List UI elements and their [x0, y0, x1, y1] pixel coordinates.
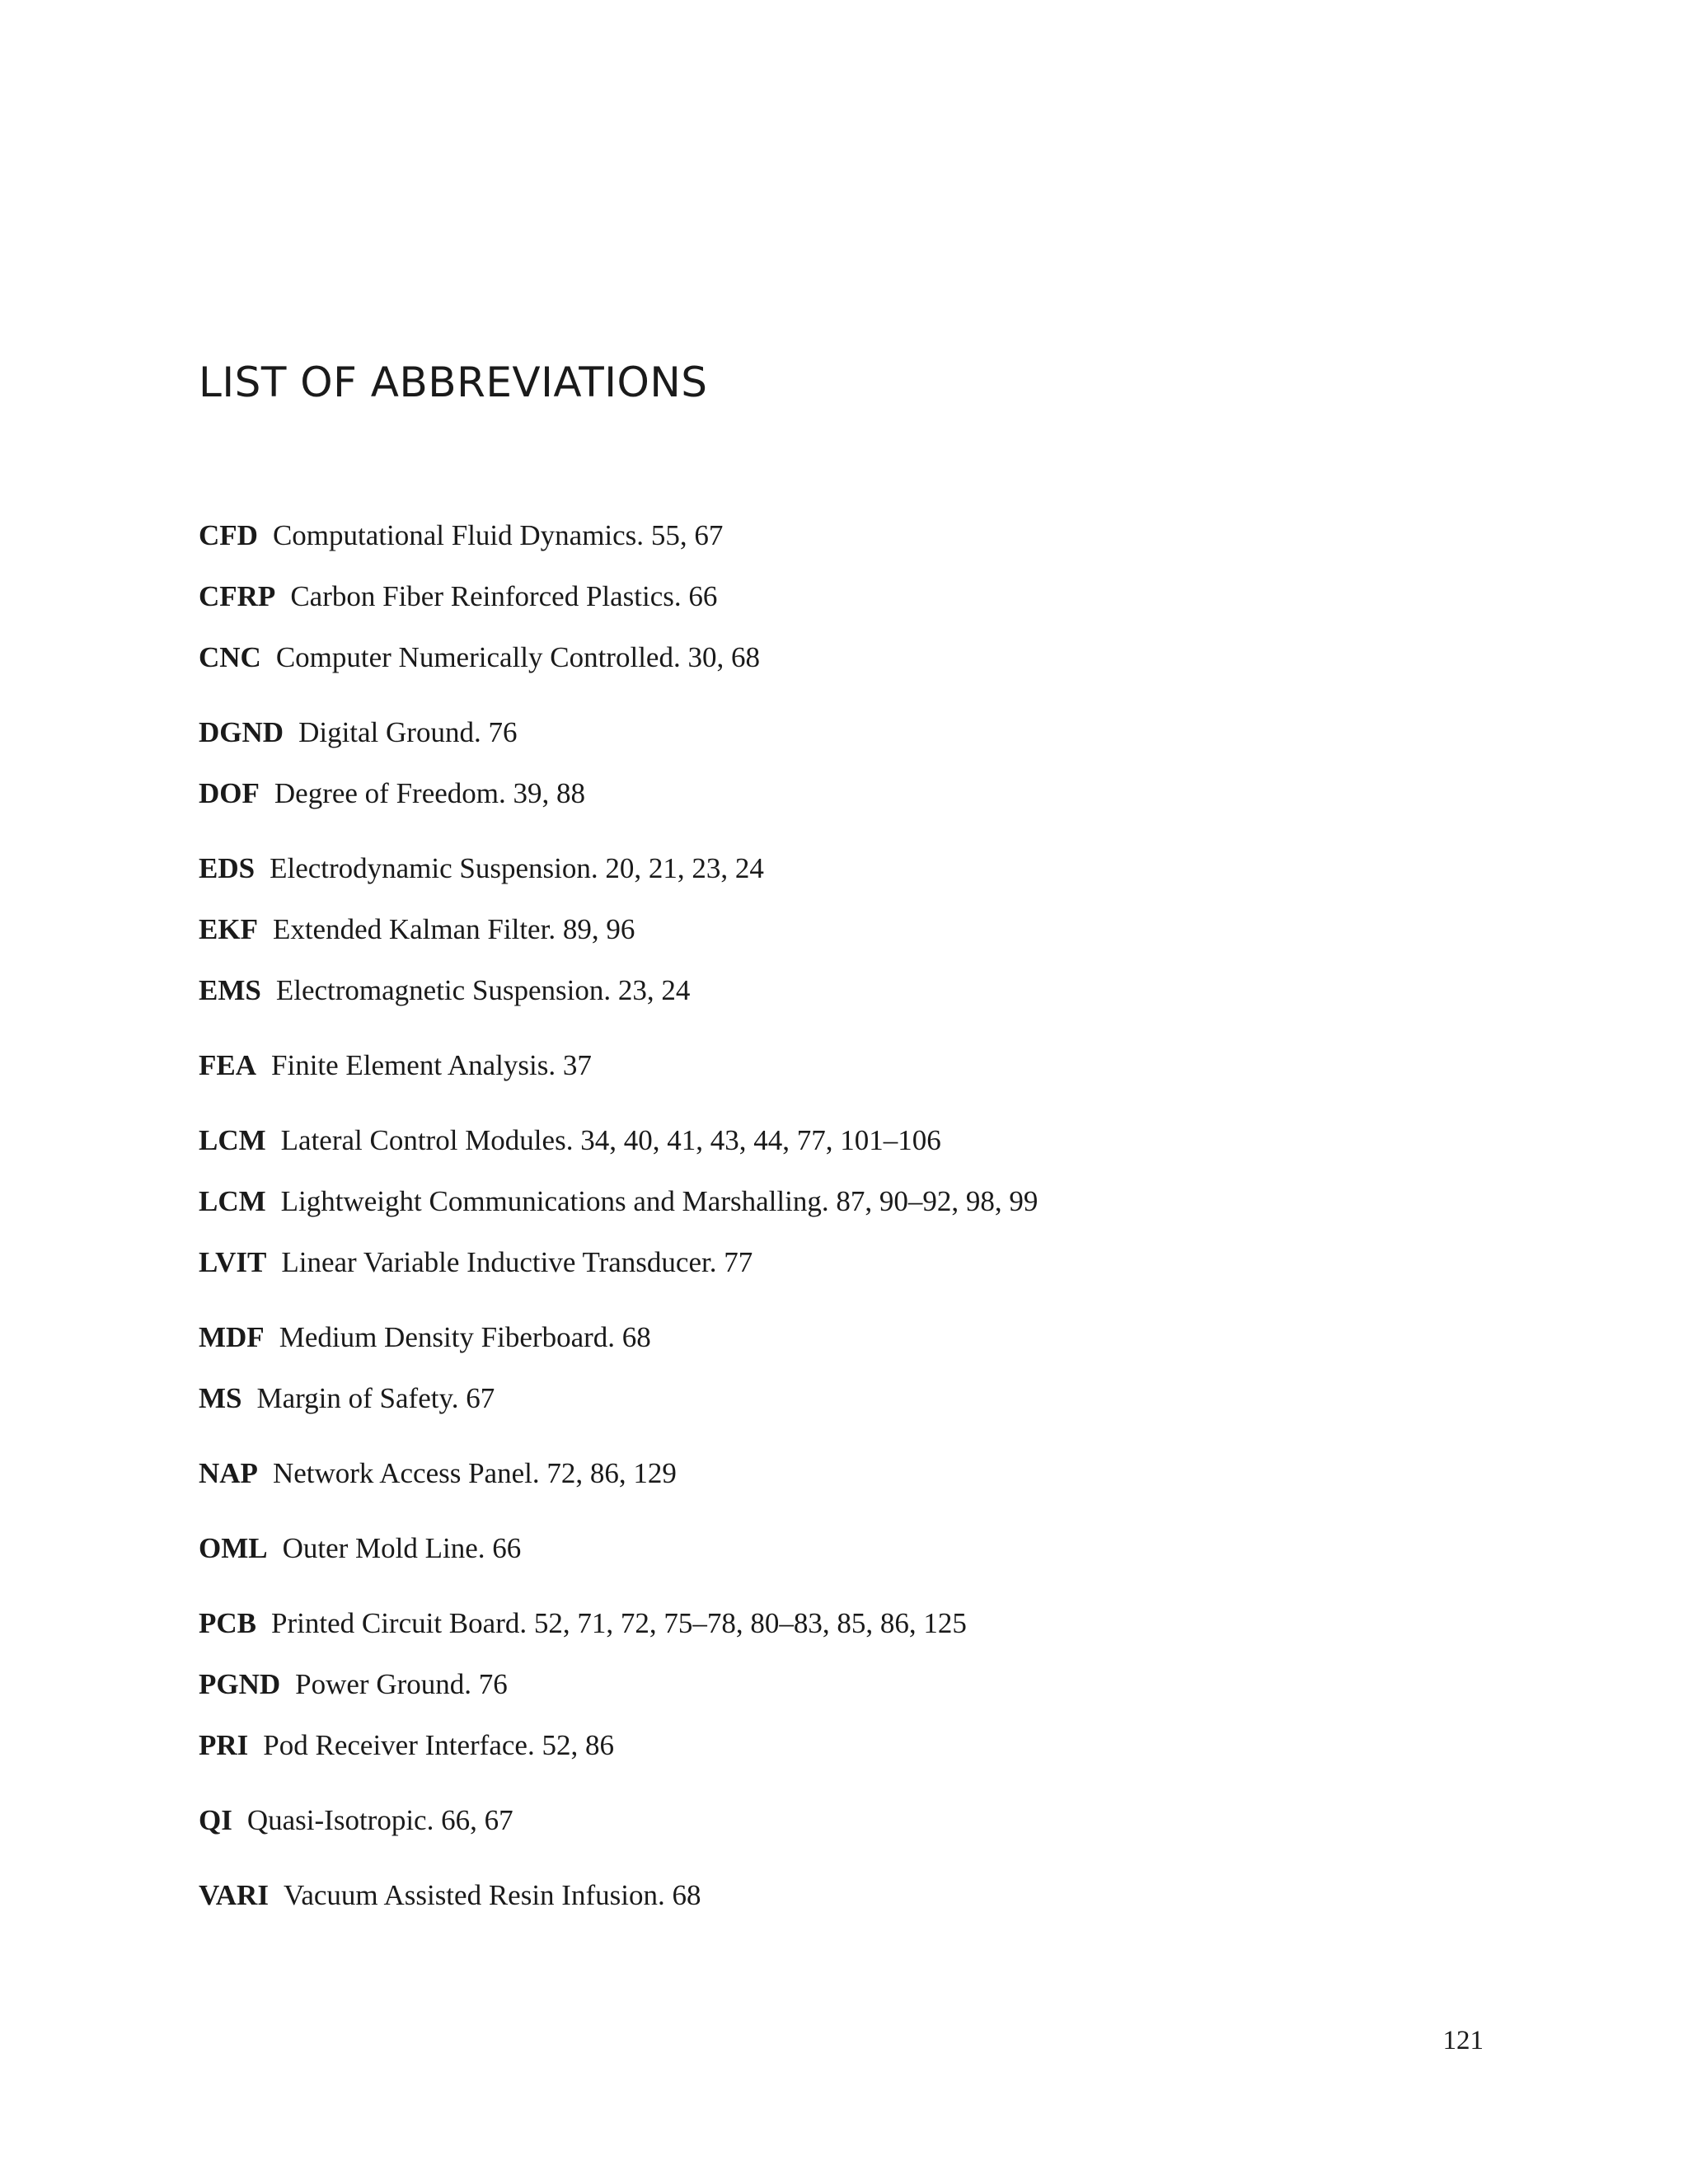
abbreviation-entry-ms	[199, 1380, 495, 1417]
abbreviation-pages: 66, 67	[441, 1804, 513, 1836]
abbreviation-term: CFRP	[199, 580, 276, 612]
abbreviation-definition: Lightweight Communications and Marshalling.	[280, 1185, 829, 1217]
abbreviation-pages: 52, 71, 72, 75–78, 80–83, 85, 86, 125	[533, 1607, 967, 1639]
abbreviation-term: DOF	[199, 777, 260, 809]
abbreviation-list	[199, 0, 1600, 2184]
abbreviation-entry-dof	[199, 776, 585, 812]
abbreviation-definition: Electromagnetic Suspension.	[275, 974, 612, 1006]
abbreviation-entry-dgnd	[199, 715, 517, 751]
abbreviation-definition: Quasi-Isotropic.	[246, 1804, 434, 1836]
abbreviation-definition: Medium Density Fiberboard.	[279, 1321, 616, 1353]
abbreviation-entry-cnc	[199, 640, 760, 676]
abbreviation-pages: 68	[672, 1879, 701, 1911]
abbreviation-definition: Power Ground.	[295, 1668, 472, 1700]
abbreviation-entry-pcb	[199, 1605, 967, 1642]
abbreviation-pages: 67	[466, 1382, 495, 1414]
abbreviation-pages: 72, 86, 129	[546, 1457, 677, 1489]
abbreviation-term: CFD	[199, 519, 258, 551]
abbreviation-term: EDS	[199, 852, 256, 884]
abbreviation-definition: Extended Kalman Filter.	[272, 913, 556, 945]
abbreviation-definition: Printed Circuit Board.	[271, 1607, 528, 1639]
abbreviation-pages: 76	[478, 1668, 508, 1700]
abbreviation-entry-cfrp	[199, 579, 717, 615]
abbreviation-pages: 66	[688, 580, 718, 612]
abbreviation-pages: 23, 24	[617, 974, 691, 1006]
abbreviation-definition: Carbon Fiber Reinforced Plastics.	[290, 580, 682, 612]
page-title: LIST OF ABBREVIATIONS	[199, 359, 708, 406]
abbreviation-term: PGND	[199, 1668, 281, 1700]
abbreviation-definition: Network Access Panel.	[272, 1457, 540, 1489]
abbreviation-definition: Electrodynamic Suspension.	[270, 852, 598, 884]
abbreviation-term: FEA	[199, 1049, 256, 1081]
abbreviation-entry-mdf	[199, 1319, 651, 1356]
abbreviation-term: VARI	[199, 1879, 269, 1911]
abbreviation-term: LCM	[199, 1124, 266, 1156]
abbreviation-term: CNC	[199, 641, 261, 673]
abbreviation-definition: Vacuum Assisted Resin Infusion.	[283, 1879, 665, 1911]
abbreviation-entry-pri	[199, 1727, 614, 1764]
abbreviation-term: PCB	[199, 1607, 256, 1639]
abbreviation-pages: 37	[562, 1049, 592, 1081]
abbreviation-definition: Digital Ground.	[298, 716, 481, 748]
abbreviation-definition: Computational Fluid Dynamics.	[272, 519, 645, 551]
abbreviation-pages: 55, 67	[650, 519, 724, 551]
abbreviation-definition: Degree of Freedom.	[274, 777, 506, 809]
abbreviation-entry-nap	[199, 1455, 677, 1492]
abbreviation-pages: 87, 90–92, 98, 99	[836, 1185, 1039, 1217]
abbreviation-term: LVIT	[199, 1246, 267, 1278]
abbreviation-definition: Pod Receiver Interface.	[263, 1729, 535, 1761]
abbreviation-pages: 76	[488, 716, 518, 748]
abbreviation-term: QI	[199, 1804, 232, 1836]
abbreviation-term: EKF	[199, 913, 258, 945]
abbreviation-entry-eds	[199, 851, 764, 887]
abbreviation-definition: Margin of Safety.	[256, 1382, 459, 1414]
abbreviation-definition: Finite Element Analysis.	[271, 1049, 556, 1081]
abbreviation-entry-cfd	[199, 518, 723, 554]
abbreviation-pages: 20, 21, 23, 24	[605, 852, 764, 884]
abbreviation-pages: 68	[621, 1321, 651, 1353]
abbreviation-entry-fea	[199, 1047, 592, 1084]
abbreviation-pages: 66	[492, 1532, 522, 1564]
abbreviation-term: MS	[199, 1382, 242, 1414]
abbreviation-pages: 77	[724, 1246, 753, 1278]
abbreviation-pages: 39, 88	[513, 777, 585, 809]
abbreviation-entry-vari	[199, 1877, 701, 1914]
abbreviation-definition: Linear Variable Inductive Transducer.	[281, 1246, 717, 1278]
abbreviation-entry-qi	[199, 1802, 513, 1839]
abbreviation-pages: 89, 96	[562, 913, 635, 945]
abbreviation-definition: Lateral Control Modules.	[280, 1124, 574, 1156]
abbreviation-entry-lcm-lightweight	[199, 1183, 1038, 1220]
abbreviation-term: DGND	[199, 716, 284, 748]
abbreviation-entry-lvit	[199, 1244, 753, 1281]
abbreviation-entry-ekf	[199, 912, 635, 948]
abbreviation-term: OML	[199, 1532, 268, 1564]
abbreviation-definition: Computer Numerically Controlled.	[275, 641, 681, 673]
abbreviation-term: MDF	[199, 1321, 265, 1353]
abbreviation-entry-lcm-lateral	[199, 1122, 941, 1159]
abbreviation-entry-oml	[199, 1530, 521, 1567]
abbreviation-term: NAP	[199, 1457, 258, 1489]
page-number: 121	[1442, 2026, 1484, 2055]
abbreviation-entry-pgnd	[199, 1666, 508, 1703]
abbreviation-pages: 34, 40, 41, 43, 44, 77, 101–106	[580, 1124, 941, 1156]
abbreviation-pages: 52, 86	[542, 1729, 614, 1761]
abbreviation-definition: Outer Mold Line.	[282, 1532, 485, 1564]
abbreviation-term: PRI	[199, 1729, 249, 1761]
abbreviation-term: EMS	[199, 974, 261, 1006]
abbreviation-entry-ems	[199, 972, 690, 1009]
abbreviation-term: LCM	[199, 1185, 266, 1217]
abbreviation-pages: 30, 68	[687, 641, 760, 673]
